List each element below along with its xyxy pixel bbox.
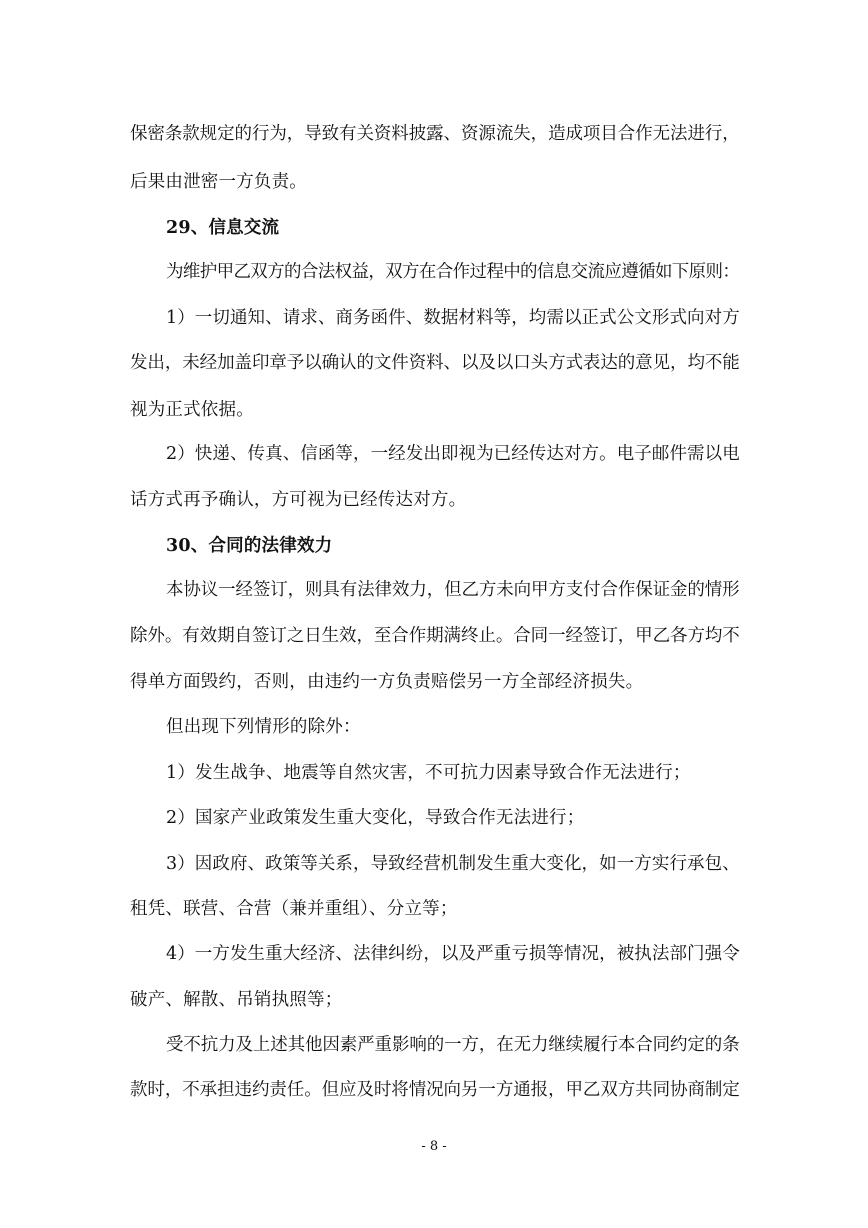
section-heading-text: 29、信息交流: [166, 218, 280, 238]
text-line-content: 得单方面毁约，否则，由违约一方负责赔偿另一方全部经济损失。: [130, 672, 644, 692]
text-line-content: 为维护甲乙双方的合法权益，双方在合作过程中的信息交流应遵循如下原则：: [166, 262, 740, 282]
text-line-content: 租凭、联营、合营（兼并重组）、分立等；: [130, 899, 458, 919]
text-line-content: 3）因政府、政策等关系，导致经营机制发生重大变化，如一方实行承包、: [166, 854, 740, 874]
page-number: - 8 -: [421, 1139, 447, 1154]
text-line-content: 视为正式依据。: [130, 400, 254, 420]
text-line-content: 破产、解散、吊销执照等；: [130, 990, 343, 1010]
text-line-content: 但出现下列情形的除外：: [166, 717, 361, 737]
text-line-content: 4）一方发生重大经济、法律纠纷，以及严重亏损等情况，被执法部门强令: [166, 944, 740, 964]
section-heading-text: 30、合同的法律效力: [166, 536, 333, 556]
text-line-content: 除外。有效期自签订之日生效，至合作期满终止。合同一经签订，甲乙各方均不: [130, 626, 740, 646]
text-line-content: 2）国家产业政策发生重大变化，导致合作无法进行；: [166, 808, 585, 828]
text-line-content: 保密条款规定的行为，导致有关资料披露、资源流失，造成项目合作无法进行，: [130, 124, 740, 144]
text-line-content: 2）快递、传真、信函等，一经发出即视为已经传达对方。电子邮件需以电: [166, 444, 740, 464]
text-line-content: 1）一切通知、请求、商务函件、数据材料等，均需以正式公文形式向对方: [166, 308, 740, 328]
text-line-content: 话方式再予确认，方可视为已经传达对方。: [130, 490, 467, 510]
text-line-content: 1）发生战争、地震等自然灾害，不可抗力因素导致合作无法进行；: [166, 763, 691, 783]
text-line-content: 款时，不承担违约责任。但应及时将情况向另一方通报，甲乙双方共同协商制定: [130, 1080, 740, 1100]
text-line-content: 后果由泄密一方负责。: [130, 172, 307, 192]
text-line-content: 受不抗力及上述其他因素严重影响的一方，在无力继续履行本合同约定的条: [166, 1035, 740, 1055]
text-line-content: 发出，未经加盖印章予以确认的文件资料、以及以口头方式表达的意见，均不能: [130, 353, 740, 373]
text-line-content: 本协议一经签订，则具有法律效力，但乙方未向甲方支付合作保证金的情形: [166, 580, 740, 600]
